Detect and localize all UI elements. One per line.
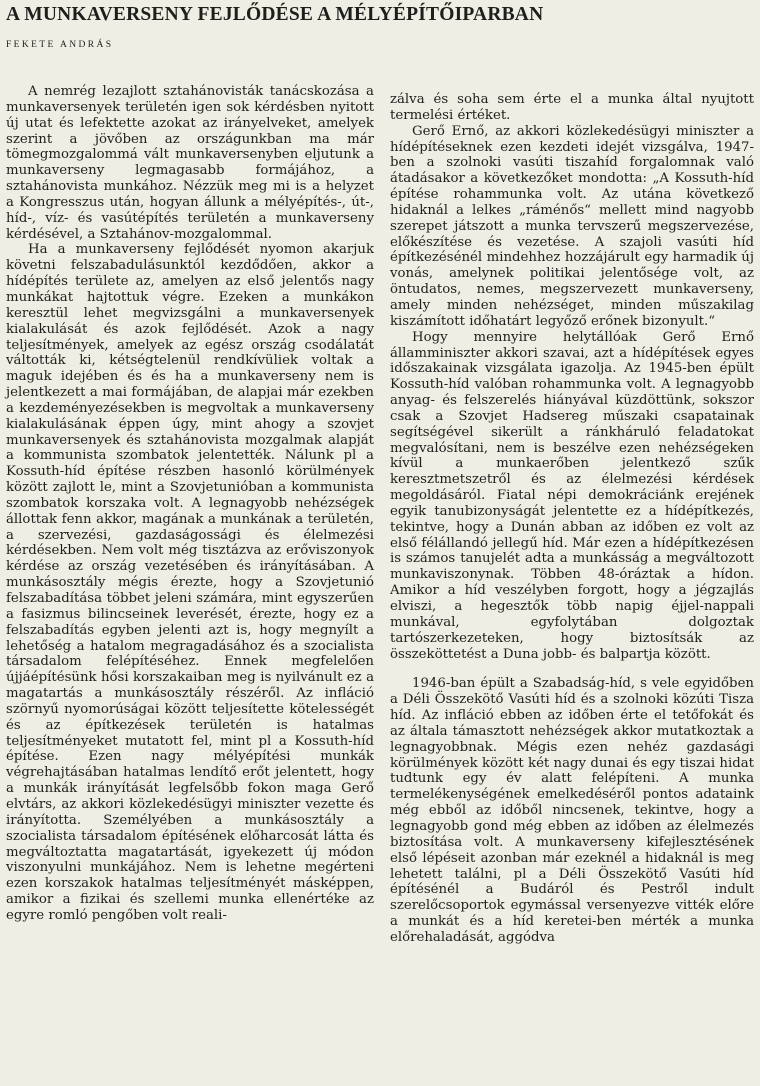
paragraph: A nemrég lezajlott sztahánovisták tanácskozása a munkaversenyek területén igen sok kérdésben nyitott új utat és lefektette azokat az irányelveket, amelyek szerint a jövőben az országunkban ma már tömegmozgalommá vált munkaversenyben eljutunk a munkaverseny legmagasabb formájához, a sztahánovista munkához. Nézzük meg mi is a helyzet a Kongresszus után, hogyan állunk a mélyépítés-, út-, híd-, víz- és vasútépítés területén a munkaverseny kérdésével, a Sztahánov-mozgalommal. [6,84,374,242]
right-column [390,92,754,946]
paragraph: 1946-ban épült a Szabadság-híd, s vele egyidőben a Déli Összekötő Vasúti híd és a szolnoki közúti Tisza híd. Az infláció ebben az időben érte el tetőfokát és az általa támasztott nehézségek akkor mutatkoztak a legnagyobbnak. Mégis ezen nehéz gazdasági körülmények között két nagy dunai és egy tiszai hidat tudtunk egy év alatt felépíteni. A munka termelékenységének emelkedéséről pontos adataink még ebből az időből nincsenek, tekintve, hogy a legnagyobb gond még ebben az időben az élelmezés biztosítása volt. A munkaverseny kifejlesztésének első lépéseit azonban már ezeknél a hidaknál is meg lehetett találni, pl a Déli Összekötő Vasúti híd építésénél a Budáról és Pestről indult szerelőcsoportok egymással versenyezve vitték előre a munkát és a híd keretei-ben mérték a munka előrehaladását, aggódva [390,676,754,945]
paragraph: Ha a munkaverseny fejlődését nyomon akarjuk követni felszabadulásunktól kezdődően, akkor a hídépítés területe az, amelyen az első jelentős nagy munkákat hajtottuk végre. Ezeken a munkákon keresztül lehet megvizsgálni a munkaversenyek kialakulását és azok fejlődését. Azok a nagy teljesítmények, amelyek az egész ország csodálatát váltották ki, kétségtelenül rendkívüliek voltak a maguk idejében és és ha a munkaverseny nem is jelentkezett a mai formájában, de alapjai már ezekben a kezdeményezésekben is megvoltak a munkaverseny kialakulásának éppen úgy, mint ahogy a szovjet munkaversenyek és sztahánovista mozgalmak alapját a kommunista szombatok jelentették. Nálunk pl a Kossuth-híd építése részben hasonló körülmények között zajlott le, mint a Szovjetunióban a kommunista szombatok korszaka volt. A legnagyobb nehézségek állottak fenn akkor, magának a munkának a területén, a szervezési, gazdaságossági és élelmezési kérdésekben. Nem volt még tisztázva az erőviszonyok kérdése az ország vezetésében és irányításában. A munkásosztály mégis érezte, hogy a Szovjetunió felszabadítása többet jeleni számára, mint egyszerűen a fasizmus bilincseinek leverését, érezte, hogy ez a felszabadítás egyben jelenti azt is, hogy megnyílt a lehetőség a hatalom megragadásához és a szocialista társadalom felépítéséhez. Ennek megfelelően újjáépítésünk hősi korszakaiban meg is nyilvánult ez a magatartás a munkásosztály részéről. Az infláció szörnyű nyomorúságai között teljesítette kötelességét és az építkezések területén is hatalmas teljesítményeket mutatott fel, mint pl a Kossuth-híd építése. Ezen nagy mélyépítési munkák végrehajtásában hatalmas lendítő erőt jelentett, hogy a munkák irányítását legfelsőbb fokon maga Gerő elvtárs, az akkori közlekedésügyi miniszter vezette és irányította. Személyében a munkásosztály a szocialista társadalom építésének előharcosát látta és megváltoztatta magatartását, igyekezett új módon viszonyulni munkájához. Nem is lehetne megérteni ezen korszakok hatalmas teljesítményét másképpen, amikor a fizikai és szellemi munka ellenértéke az egyre romló pengőben volt reali- [6,242,374,923]
article-author: FEKETE ANDRÁS [6,40,114,50]
paragraph: zálva és soha sem érte el a munka által nyujtott termelési értéket. [390,92,754,123]
paragraph: Gerő Ernő, az akkori közlekedésügyi miniszter a hídépítéseknek ezen kezdeti idejét vizsgálva, 1947-ben a szolnoki vasúti tiszahíd forgalomnak való átadásakor a következőket mondotta: „A Kossuth-híd építése rohammunka volt. Az utána következő hidaknál a lelkes „ráménős“ mellett mind nagyobb szerepet játszott a munka tervszerű megszervezése, előkészítése és vezetése. A szajoli vasúti híd építkezésénél mindehhez hozzájárult egy harmadik új vonás, amelynek politikai jelentősége volt, az öntudatos, nemes, megszervezett munkaverseny, amely minden nehézséget, minden műszakilag kiszámított időhatárt legyőző erőnek bizonyult.“ [390,123,754,329]
left-column [6,84,374,924]
paragraph: Hogy mennyire helytállóak Gerő Ernő államminiszter akkori szavai, azt a hídépítések egyes időszakainak vizsgálata igazolja. Az 1945-ben épült Kossuth-híd valóban rohammunka volt. A legnagyobb anyag- és felszerelés hiányával küzdöttünk, sokszor csak a Szovjet Hadsereg műszaki csapatainak segítségével sikerült a ránkháruló feladatokat megvalósítani, nem is beszélve ezen nehézségeken kívül a munkaerőben jelentkező szűk keresztmetszetről és az élelmezési kérdések megoldásáról. Fiatal népi demokráciánk erejének egyik tanubizonyságát jelentette ez a hídépítkezés, tekintve, hogy a Dunán abban az időben ez volt az első félállandó jellegű híd. Már ezen a hídépítkezésen is számos tanujelét adta a munkásság a megváltozott munkaviszonynak. Többen 48-óráztak a hídon. Amikor a híd veszélyben forgott, hogy a jégzajlás elviszi, a hegesztők több napig éjjel-nappali munkával, egyfolytában dolgoztak tartószerkezeteken, hogy biztosítsák az összeköttetést a Duna jobb- és balpartja között. [390,329,754,662]
article-title: A MUNKAVERSENY FEJLŐDÉSE A MÉLYÉPÍTŐIPARBAN [6,4,544,25]
paragraph-gap [390,662,754,676]
